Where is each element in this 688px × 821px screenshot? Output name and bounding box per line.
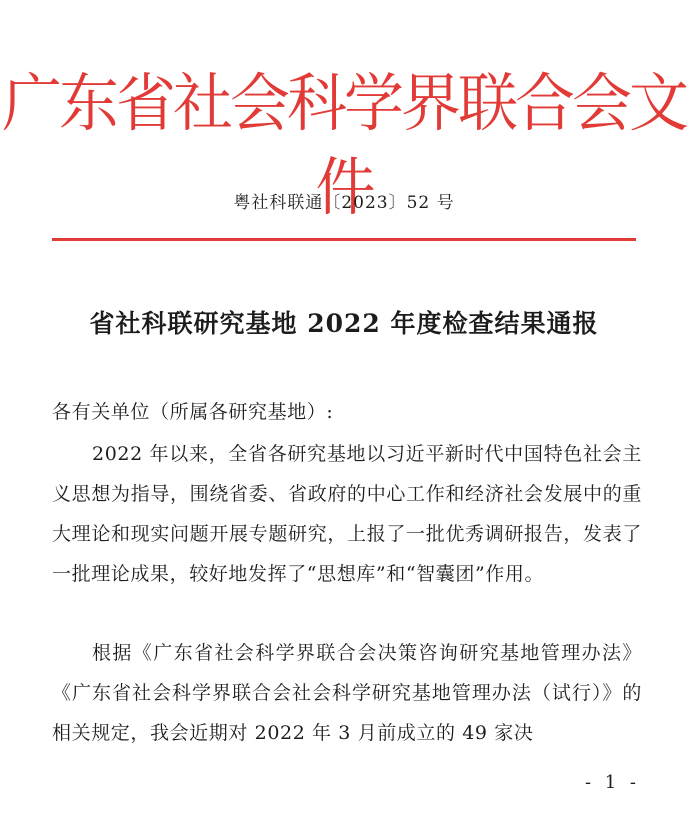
- salutation: 各有关单位（所属各研究基地）:: [52, 401, 334, 423]
- body-paragraph-1: 2022 年以来，全省各研究基地以习近平新时代中国特色社会主义思想为指导，围绕省委、省政府的中心工作和经济社会发展中的重大理论和现实问题开展专题研究，上报了一批优秀调研报告，发表了一批理论成果，较好地发挥了“思想库”和“智囊团”作用。: [52, 443, 642, 585]
- body-paragraph-2: 根据《广东省社会科学界联合会决策咨询研究基地管理办法》《广东省社会科学界联合会社会科学研究基地管理办法（试行）》的相关规定，我会近期对 2022 年 3 月前成立的 49 家决: [52, 642, 642, 744]
- red-divider-line: [52, 238, 636, 241]
- org-header-title: 广东省社会科学界联合会文件: [2, 67, 686, 225]
- notice-title: 省社科联研究基地 2022 年度检查结果通报: [89, 309, 599, 338]
- page-number: - 1 -: [584, 772, 640, 793]
- document-number: 粤社科联通〔2023〕52 号: [233, 193, 455, 213]
